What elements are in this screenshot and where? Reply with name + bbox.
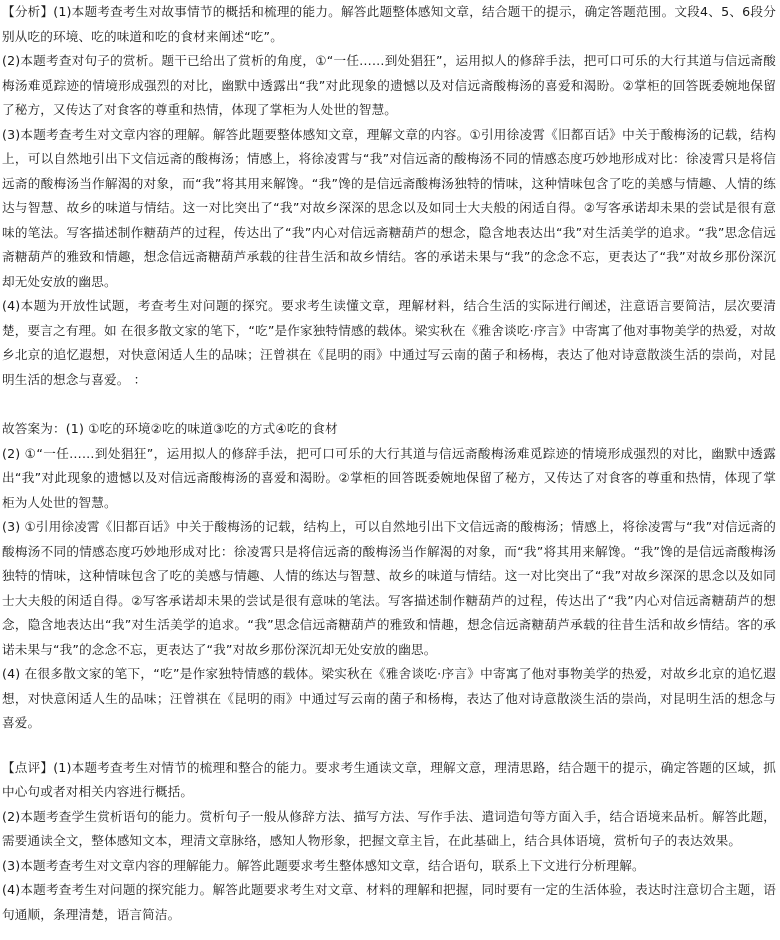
comment-paragraph-2: (2)本题考查学生赏析语句的能力。赏析句子一般从修辞方法、描写方法、写作手法、遣词造句等方面入手，结合语境来品析。解答此题，需要通读全文，整体感知文本，理清文章脉络，感知人物形象，把握文章主旨，在此基础上，结合具体语境，赏析句子的表达效果。 (2, 808, 776, 848)
analysis-paragraph-3: (3)本题考查考生对文章内容的理解。解答此题要整体感知文章，理解文章的内容。①引用徐凌霄《旧都百话》中关于酸梅汤的记载，结构上，可以自然地引出下文信远斋的酸梅汤；情感上，将徐凌霄与“我”对信远斋的酸梅汤不同的情感态度巧妙地形成对比：徐凌霄只是将信远斋的酸梅汤当作解渴的对象，而“我”将其用来解馋。“我”馋的是信远斋酸梅汤独特的情味，这种情味包含了吃的美感与情趣、人情的练达与智慧、故乡的味道与情结。这一对比突出了“我”对故乡深深的思念以及如同士大夫般的闲适自得。②写客承诺却未果的尝试是很有意味的笔法。写客描述制作糖葫芦的过程，传达出了“我”内心对信远斋糖葫芦的想念，隐含地表达出“我”对生活美学的追求。“我”思念信远斋糖葫芦的雅致和情趣，想念信远斋糖葫芦承载的往昔生活和故乡情结。客的承诺未果与“我”的念念不忘，更表达了“我”对故乡那份深沉却无处安放的幽思。 (2, 126, 776, 289)
analysis-paragraph-1: 【分析】(1)本题考查考生对故事情节的概括和梳理的能力。解答此题整体感知文章，结合题干的提示，确定答题范围。文段4、5、6段分别从吃的环境、吃的味道和吃的食材来阐述“吃”。 (2, 4, 776, 44)
comment-paragraph-3: (3)本题考查考生对文章内容的理解能力。解答此题要求考生整体感知文章，结合语句，联系上下文进行分析理解。 (2, 857, 645, 873)
analysis-section (2, 0, 776, 392)
answer-paragraph-4: (4) 在很多散文家的笔下，“吃”是作家独特情感的载体。梁实秋在《雅舍谈吃·序言》中寄寓了他对事物美学的热爱，对故乡北京的追忆遐想，对快意闲适人生的品味；汪曾祺在《昆明的雨》中通过写云南的菌子和杨梅，表达了他对诗意散淡生活的崇尚，对昆明生活的想念与喜爱。 (2, 666, 776, 730)
answer-paragraph-3: (3) ①引用徐凌霄《旧都百话》中关于酸梅汤的记载，结构上，可以自然地引出下文信远斋的酸梅汤；情感上，将徐凌霄与“我”对信远斋的酸梅汤不同的情感态度巧妙地形成对比：徐凌霄只是将信远斋的酸梅汤当作解渴的对象，而“我”将其用来解馋。“我”馋的是信远斋酸梅汤独特的情味，这种情味包含了吃的美感与情趣、人情的练达与智慧、故乡的味道与情结。这一对比突出了“我”对故乡深深的思念以及如同士大夫般的闲适自得。②写客承诺却未果的尝试是很有意味的笔法。写客描述制作糖葫芦的过程，传达出了“我”内心对信远斋糖葫芦的想念，隐含地表达出“我”对生活美学的追求。“我”思念信远斋糖葫芦的雅致和情趣，想念信远斋糖葫芦承载的往昔生活和故乡情结。客的承诺未果与“我”的念念不忘，更表达了“我”对故乡那份深沉却无处安放的幽思。 (2, 519, 776, 657)
comment-paragraph-4: (4)本题考查考生对问题的探究能力。解答此题要求考生对文章、材料的理解和把握，同时要有一定的生活体验，表达时注意切合主题，语句通顺，条理清楚，语言简洁。 (2, 882, 776, 922)
comment-section (2, 756, 776, 928)
answer-paragraph-1: 故答案为：(1) ①吃的环境②吃的味道③吃的方式④吃的食材 (2, 421, 338, 436)
analysis-paragraph-4: (4)本题为开放性试题，考查考生对问题的探究。要求考生读懂文章，理解材料，结合生活的实际进行阐述，注意语言要简洁，层次要清楚，要言之有理。如 在很多散文家的笔下，“吃”是作家独特情感的载体。梁实秋在《雅舍谈吃·序言》中寄寓了他对事物美学的热爱，对故乡北京的追忆遐想，对快意闲适人生的品味；汪曾祺在《昆明的雨》中通过写云南的菌子和杨梅，表达了他对诗意散淡生活的崇尚，对昆明生活的想念与喜爱。 ： (2, 298, 776, 387)
answer-paragraph-2: (2) ①“一任……到处猖狂”，运用拟人的修辞手法，把可口可乐的大行其道与信远斋酸梅汤难觅踪迹的情境形成强烈的对比，幽默中透露出“我”对此现象的遗憾以及对信远斋酸梅汤的喜爱和渴盼。②掌柜的回答既委婉地保留了秘方，又传达了对食客的尊重和热情，体现了掌柜为人处世的智慧。 (2, 445, 776, 510)
answer-section (2, 417, 776, 736)
analysis-paragraph-2: (2)本题考查对句子的赏析。题干已给出了赏析的角度，①“一任……到处猖狂”，运用拟人的修辞手法，把可口可乐的大行其道与信远斋酸梅汤难觅踪迹的情境形成强烈的对比，幽默中透露出“我”对此现象的遗憾以及对信远斋酸梅汤的喜爱和渴盼。②掌柜的回答既委婉地保留了秘方，又传达了对食客的尊重和热情，体现了掌柜为人处世的智慧。 (2, 53, 776, 117)
comment-paragraph-1: 【点评】(1)本题考查考生对情节的梳理和整合的能力。要求考生通读文章，理解文意，理清思路，结合题干的提示，确定答题的区域，抓中心句或者对相关内容进行概括。 (2, 759, 776, 799)
